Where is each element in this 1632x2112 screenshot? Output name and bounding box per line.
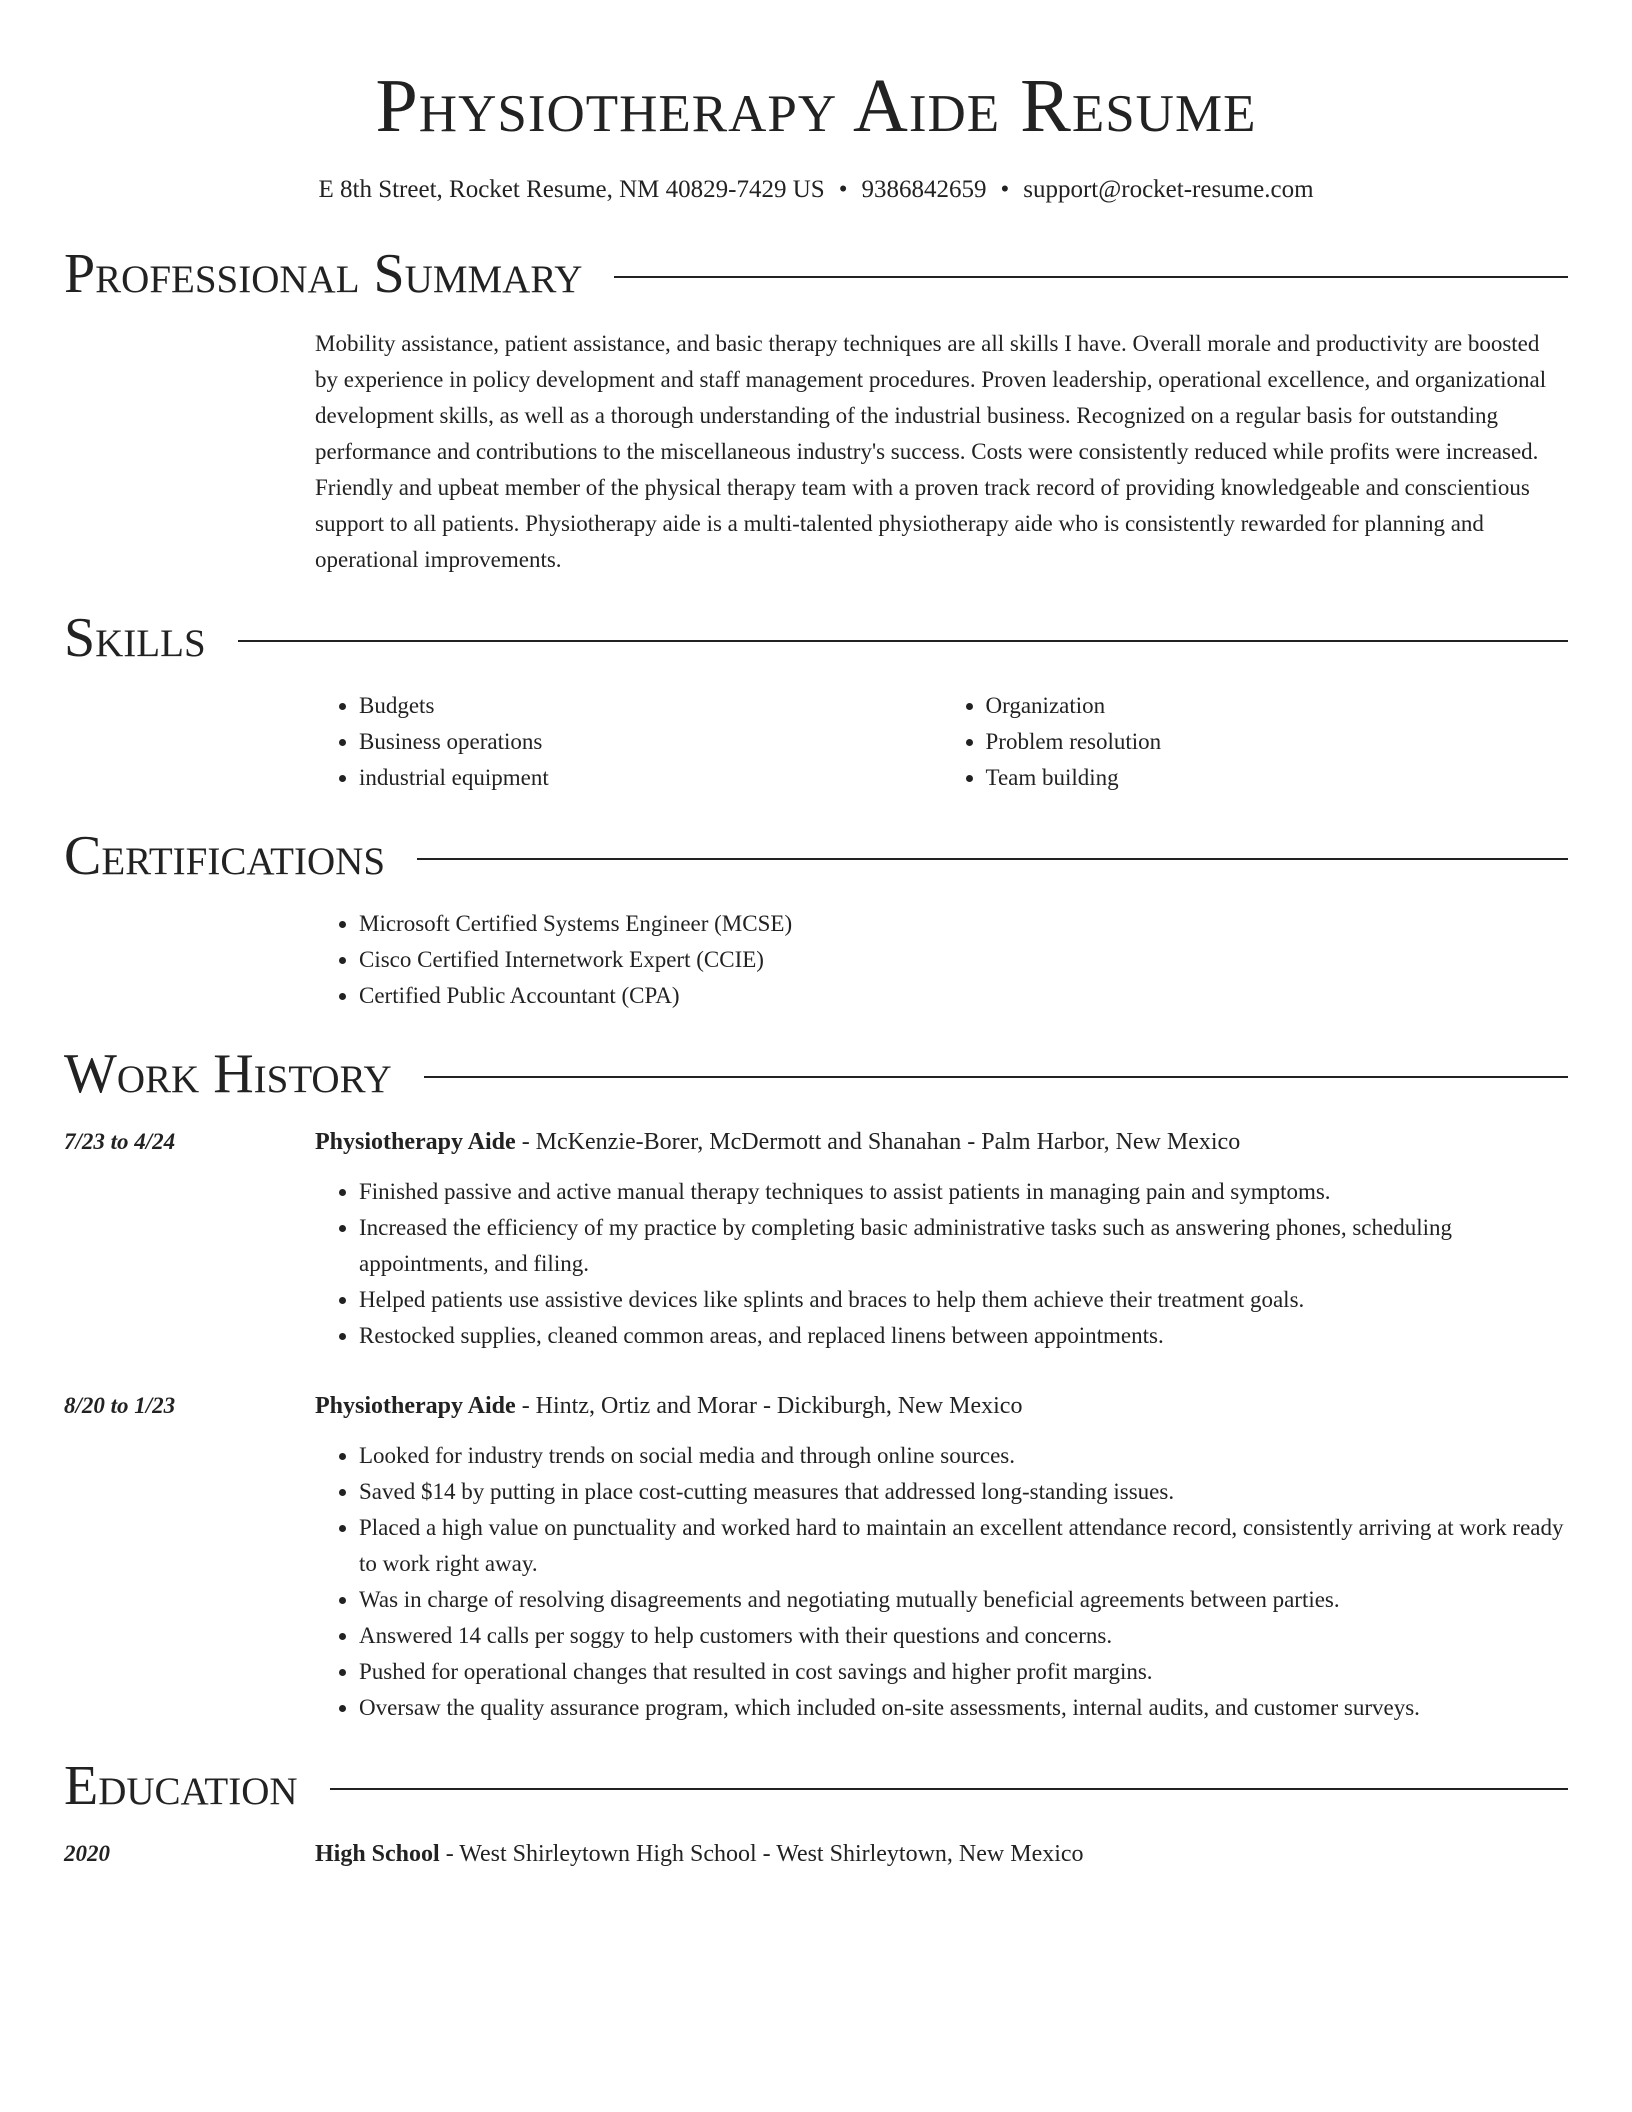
section-divider (424, 1076, 1568, 1078)
contact-separator: • (838, 176, 848, 203)
summary-text: Mobility assistance, patient assistance, and basic therapy techniques are all skills I have. Overall morale and productivity are boosted by experience in policy development and staff management procedures. Proven leadership, operational excellence, and organizational development skills, as well as a thorough understanding of the industrial business. Recognized on a regular basis for outstanding performance and contributions to the miscellaneous industry's success. Costs were consistently reduced while profits were increased. Friendly and upbeat member of the physical therapy team with a proven track record of providing knowledgeable and conscientious support to all patients. Physiotherapy aide is a multi-talented physiotherapy aide who is consistently rewarded for planning and operational improvements. (315, 331, 1547, 572)
skill-item: • Organization (986, 688, 1569, 724)
skills-section-header (64, 606, 1568, 670)
education-body (315, 1836, 1568, 1872)
job-dates: 7/23 to 4/24 (64, 1129, 176, 1154)
contact-address: E 8th Street, Rocket Resume, NM 40829-7429 US (318, 176, 825, 203)
skills-list (315, 688, 1568, 796)
job-bullet: • Helped patients use assistive devices like splints and braces to help them achieve their treatment goals. (359, 1282, 1568, 1318)
certifications-bullets (315, 906, 1568, 1014)
job-bullet: • Finished passive and active manual therapy techniques to assist patients in managing pain and symptoms. (359, 1174, 1568, 1210)
job-entry (64, 1388, 1568, 1726)
education-school: - West Shirleytown High School - West Shirleytown, New Mexico (439, 1841, 1084, 1867)
summary-section-header (64, 242, 1568, 306)
skill-item: • Business operations (359, 724, 942, 760)
work-section-header (64, 1042, 1568, 1106)
job-bullet: • Restocked supplies, cleaned common areas, and replaced linens between appointments. (359, 1318, 1568, 1354)
certification-item: • Certified Public Accountant (CPA) (359, 978, 1568, 1014)
education-heading-line (315, 1836, 1568, 1872)
job-employer: - Hintz, Ortiz and Morar - Dickiburgh, New Mexico (515, 1393, 1023, 1419)
contact-email: support@rocket-resume.com (1023, 176, 1314, 203)
job-bullet: • Oversaw the quality assurance program, which included on-site assessments, internal audits, and customer surveys. (359, 1690, 1568, 1726)
job-bullet: • Pushed for operational changes that resulted in cost savings and higher profit margins. (359, 1654, 1568, 1690)
resume-page (64, 60, 1568, 1872)
job-bullet: • Looked for industry trends on social media and through online sources. (359, 1438, 1568, 1474)
education-section-header (64, 1754, 1568, 1818)
contact-separator: • (1000, 176, 1010, 203)
job-title: Physiotherapy Aide (315, 1393, 516, 1419)
skills-heading: Skills (64, 607, 206, 669)
education-dates: 2020 (64, 1841, 110, 1866)
job-entry (64, 1124, 1568, 1354)
certifications-heading: Certifications (64, 825, 386, 887)
job-body (315, 1388, 1568, 1726)
section-divider (330, 1788, 1568, 1790)
skill-item: • Problem resolution (986, 724, 1569, 760)
section-divider (614, 276, 1568, 278)
job-heading (315, 1124, 1568, 1160)
education-entry (64, 1836, 1568, 1872)
job-bullet: • Placed a high value on punctuality and worked hard to maintain an excellent attendance record, consistently arriving at work ready to work right away. (359, 1510, 1568, 1582)
certifications-list (315, 906, 1568, 1014)
skill-item: • Budgets (359, 688, 942, 724)
job-dates: 8/20 to 1/23 (64, 1393, 176, 1418)
job-bullet: • Saved $14 by putting in place cost-cutting measures that addressed long-standing issues. (359, 1474, 1568, 1510)
skills-column-right (942, 688, 1569, 796)
job-employer: - McKenzie-Borer, McDermott and Shanahan - Palm Harbor, New Mexico (515, 1129, 1241, 1155)
job-bullet: • Increased the efficiency of my practice by completing basic administrative tasks such as answering phones, scheduling appointments, and filing. (359, 1210, 1568, 1282)
certification-item: • Microsoft Certified Systems Engineer (MCSE) (359, 906, 1568, 942)
skills-column-left (315, 688, 942, 796)
education-degree: High School (315, 1841, 440, 1867)
section-divider (238, 640, 1568, 642)
skill-item: • industrial equipment (359, 760, 942, 796)
job-title: Physiotherapy Aide (315, 1129, 516, 1155)
summary-heading: Professional Summary (64, 243, 583, 305)
contact-phone: 9386842659 (861, 176, 987, 203)
job-bullet: • Answered 14 calls per soggy to help customers with their questions and concerns. (359, 1618, 1568, 1654)
work-heading: Work History (64, 1043, 392, 1105)
education-heading: Education (64, 1755, 298, 1817)
page-title: Physiotherapy Aide Resume (375, 64, 1257, 148)
job-heading (315, 1388, 1568, 1424)
job-bullets (315, 1174, 1568, 1354)
section-divider (417, 858, 1568, 860)
job-bullets (315, 1438, 1568, 1726)
job-body (315, 1124, 1568, 1354)
job-bullet: • Was in charge of resolving disagreements and negotiating mutually beneficial agreements between parties. (359, 1582, 1568, 1618)
contact-line (64, 172, 1568, 208)
skill-item: • Team building (986, 760, 1569, 796)
certifications-section-header (64, 824, 1568, 888)
certification-item: • Cisco Certified Internetwork Expert (CCIE) (359, 942, 1568, 978)
